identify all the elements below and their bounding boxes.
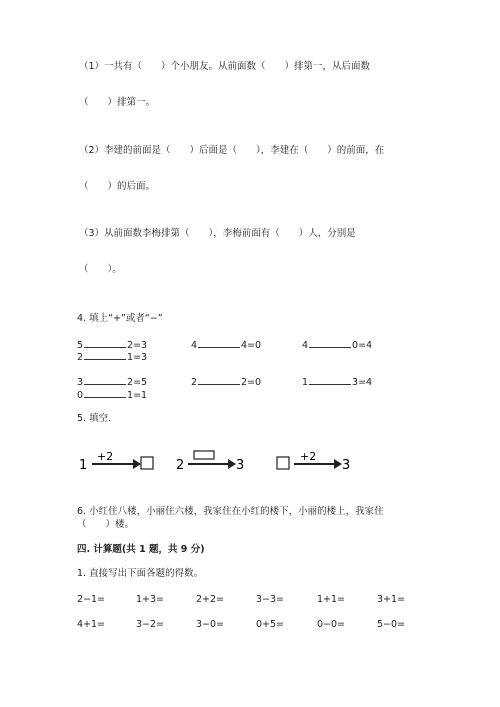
- calc-item: 3−3=: [256, 594, 285, 605]
- q4-item: 1 3=4: [302, 377, 373, 388]
- calc-item: 3−0=: [196, 619, 225, 630]
- answer-blank[interactable]: [84, 350, 126, 360]
- calc-item: 1+3=: [136, 594, 165, 605]
- q4-item: 0 1=1: [77, 390, 148, 401]
- diagram3-operation: +2: [300, 450, 317, 463]
- q4-title: 4. 填上“+”或者“−”: [77, 313, 163, 324]
- calc-item: 3−2=: [136, 619, 165, 630]
- diagram1-answer-box[interactable]: [141, 457, 153, 469]
- q3-part2-line2: （ ）的后面。: [79, 181, 156, 192]
- answer-blank[interactable]: [198, 375, 240, 385]
- q6-line2: （ ）楼。: [77, 519, 135, 530]
- diagram1-start-number: 1: [79, 458, 88, 473]
- answer-blank[interactable]: [84, 375, 126, 385]
- calc-item: 4+1=: [77, 619, 106, 630]
- answer-blank[interactable]: [309, 338, 351, 348]
- q3-part2-line1: （2）李建的前面是（ ）后面是（ ），李建在（ ）的前面，在: [79, 145, 385, 156]
- q4-item: 2 1=3: [77, 352, 148, 363]
- q3-part1-line2: （ ）排第一。: [79, 97, 156, 108]
- diagram2-end-number: 3: [236, 458, 245, 473]
- calc-item: 3+1=: [377, 594, 406, 605]
- q4-item: 2 2=0: [191, 377, 262, 388]
- diagram3-answer-box[interactable]: [277, 457, 289, 469]
- diagram2-arrowhead: [228, 459, 236, 469]
- q5-title: 5. 填空.: [77, 413, 112, 424]
- q3-part3-line2: （ ）。: [79, 264, 122, 275]
- q4-item: 5 2=3: [77, 340, 148, 351]
- diagram2-start-number: 2: [176, 458, 185, 473]
- calc-item: 0−0=: [317, 619, 346, 630]
- q4-item: 4 0=4: [302, 340, 373, 351]
- number-arrow-diagrams: [70, 446, 370, 480]
- q3-part3-line1: （3）从前面数李梅排第（ ），李梅前面有（ ）人，分别是: [79, 228, 356, 239]
- answer-blank[interactable]: [84, 388, 126, 398]
- diagram2-operation-box[interactable]: [194, 451, 214, 459]
- calc-item: 2+2=: [196, 594, 225, 605]
- q6-line1: 6. 小红住八楼，小丽住六楼，我家住在小红的楼下，小丽的楼上，我家住: [77, 506, 384, 517]
- diagram1-arrowhead: [133, 459, 141, 469]
- diagram3-arrowhead: [334, 459, 342, 469]
- diagram3-end-number: 3: [342, 458, 351, 473]
- answer-blank[interactable]: [84, 338, 126, 348]
- section4-instruction: 1. 直接写出下面各题的得数。: [77, 568, 204, 579]
- calc-item: 5−0=: [377, 619, 406, 630]
- calc-item: 1+1=: [317, 594, 346, 605]
- q3-part1-line1: （1）一共有（ ）个小朋友。从前面数（ ）排第一，从后面数: [79, 61, 371, 72]
- q4-item: 3 2=5: [77, 377, 148, 388]
- diagram1-operation: +2: [97, 450, 114, 463]
- answer-blank[interactable]: [309, 375, 351, 385]
- section4-heading: 四. 计算题(共 1 题，共 9 分): [77, 544, 205, 555]
- q4-item: 4 4=0: [191, 340, 262, 351]
- calc-item: 0+5=: [256, 619, 285, 630]
- calc-item: 2−1=: [77, 594, 106, 605]
- answer-blank[interactable]: [198, 338, 240, 348]
